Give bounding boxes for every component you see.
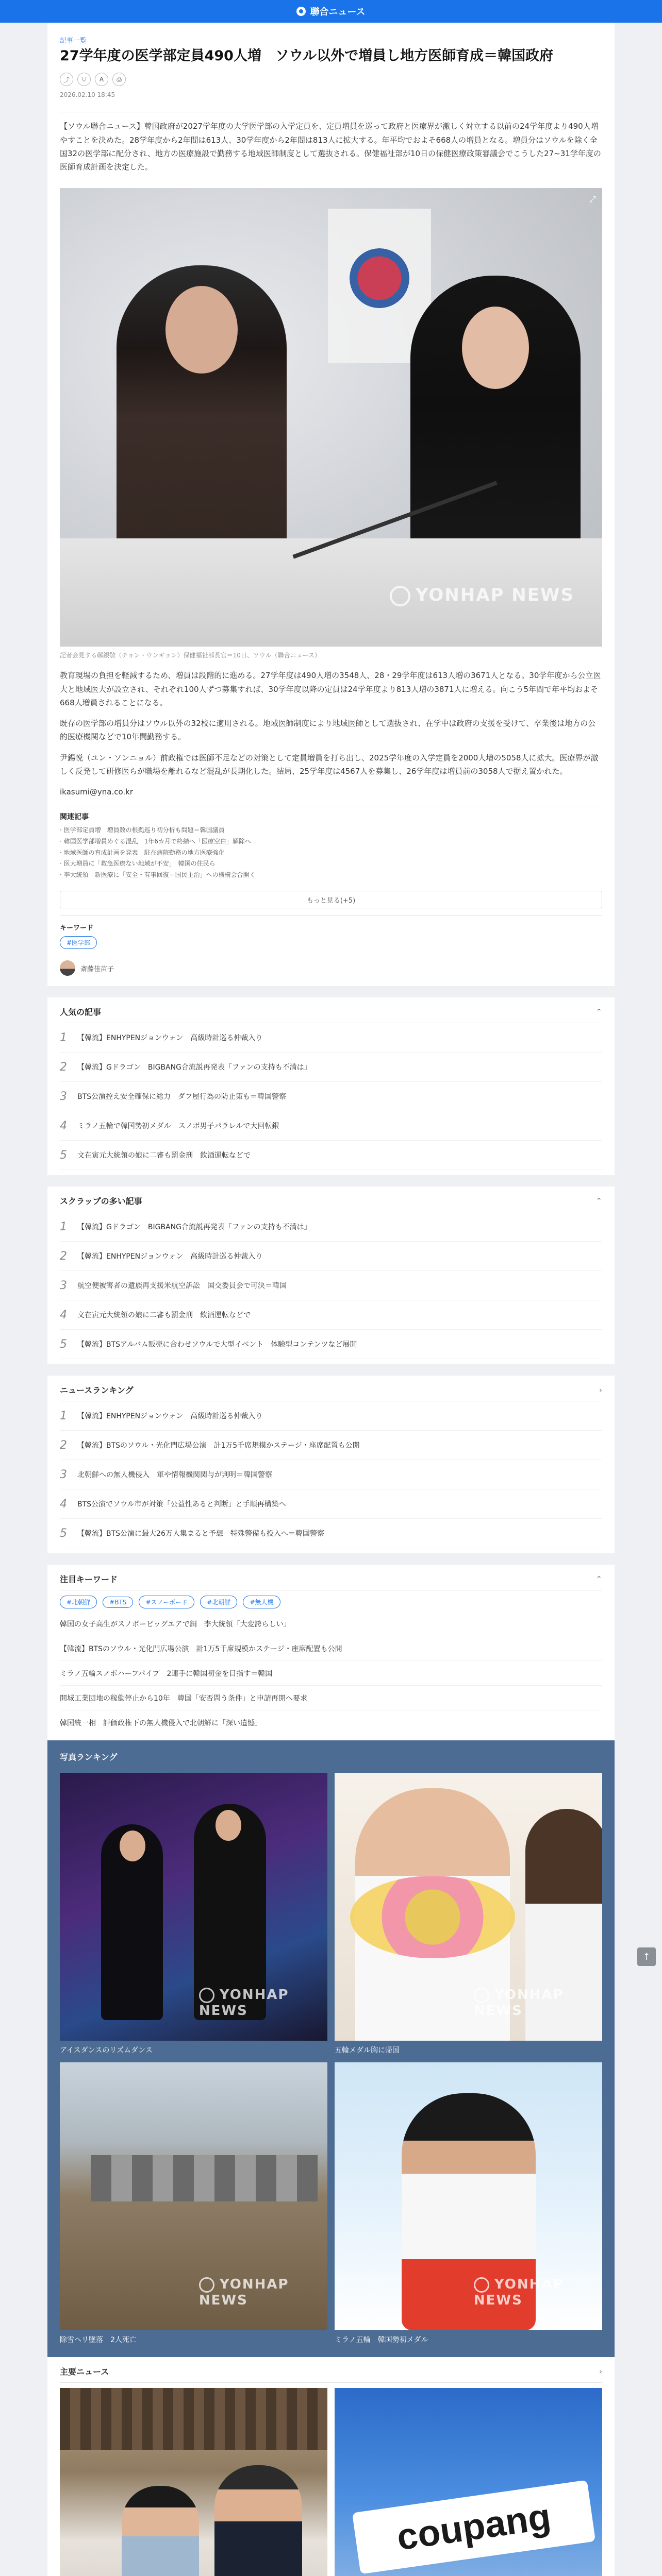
rank-row[interactable]: 2 【韓流】ENHYPENジョンウォン 高級時計巡る仲裁入り [60,1242,602,1271]
article-tools [60,73,602,86]
article-date: 2026.02.10 18:45 [60,91,115,99]
photo-thumbnail: YONHAP NEWS [335,1773,602,2041]
rank-row[interactable]: 2 【韓流】Gドラゴン BIGBANG合流説再発表「ファンの支持も不満は」 [60,1053,602,1082]
share-icon[interactable]: ⤴ [60,73,73,86]
rank-number: 1 [60,1031,67,1044]
photo-thumbnail: YONHAP NEWS [335,2062,602,2330]
rank-number: 3 [60,1468,67,1481]
rank-row[interactable]: 5 文在寅元大統領の娘に二審も罰金刑 飲酒運転などで [60,1141,602,1170]
hot-keywords-section [47,1565,615,1740]
rank-row[interactable]: 4 ミラノ五輪で韓国勢初メダル スノボ男子パラレルで大回転銀 [60,1111,602,1141]
divider [47,1553,615,1565]
chevron-up-icon[interactable]: ⌃ [595,1574,602,1584]
reporter-info[interactable] [60,960,602,986]
rank-number: 2 [60,1438,67,1452]
keyword-chip[interactable]: #BTS [103,1597,133,1608]
main-news-section [47,2357,615,2576]
rank-number: 2 [60,1249,67,1263]
section-title: ニュースランキング [60,1385,134,1396]
list-item[interactable]: ミラノ五輪スノボハーフパイプ 2連手に韓国初金を目指す＝韓国 [60,1661,602,1686]
scroll-top-button[interactable]: ↑ [637,1947,656,1966]
divider [47,986,615,997]
paragraph: 既存の医学部の増員分はソウル以外の32校に適用される。地域医師制度により地域医師として選抜され、在学中は政府の支援を受けて、卒業後は地方の公的医療機関などで10年間勤務する。 [60,719,596,742]
paragraph: 尹錫悦（ユン・ソンニョル）前政権では医師不足などの対策として定員増員を打ち出し、2025学年度の入学定員を2000人増の5058人に拡大。医療界が激しく反発して研修医らが職場を離れるなど混乱が長期化した。結局、25学年度は4567人を募集し、26学年度は増員前の3058人で据え置かれた。 [60,753,599,776]
rank-number: 1 [60,1409,67,1422]
photo-card[interactable] [60,1773,327,2055]
section-title: 注目キーワード [60,1574,118,1585]
more-button[interactable]: もっと見る(+5) [60,891,602,908]
rank-row[interactable]: 5 【韓流】BTSアルバム販売に合わせソウルで大型イベント 体験型コンテンツなど展開 [60,1330,602,1359]
popular-section [47,997,615,1175]
article-lede: 【ソウル聯合ニュース】韓国政府が2027学年度の大学医学部の入学定員を、定員増員を巡って政府と医療界が激しく対立する以前の24学年度より490人増やすことを決めた。28学年度から2年間は613人、30学年度から2年間は813人に拡大する。年平均でおよそ668人の増員となる。増員分はソウルを除く全国32の医学部に配分され、地方の医療施設で勤務する地域医師制度として選抜される。保健福祉部が10日の保健医療政策審議会でこうした27~31学年度の医師育成計画を決定した。 [60,112,602,181]
rank-number: 3 [60,1090,67,1103]
divider [47,1364,615,1376]
rank-number: 5 [60,1337,67,1351]
yonhap-logo-icon [296,7,306,16]
related-item[interactable]: · 医大増員に「救急医療ない地域が不安」 韓国の住民ら [60,858,602,870]
photo-thumbnail: YONHAP NEWS [60,1773,327,2041]
rank-number: 3 [60,1279,67,1292]
breadcrumb[interactable]: 記事一覧 [60,37,87,45]
rank-row[interactable]: 1 【韓流】Gドラゴン BIGBANG合流説再発表「ファンの支持も不満は」 [60,1212,602,1242]
main-container [47,23,615,2576]
rank-number: 1 [60,1220,67,1233]
keyword-chip[interactable]: #スノーボード [139,1596,194,1608]
photo-caption: 除雪ヘリ墜落 2人死亡 [60,2336,137,2345]
keyword-box [60,916,602,955]
section-title: スクラップの多い記事 [60,1196,142,1207]
reporter-name: 斎藤佳苗子 [80,965,114,973]
site-title[interactable]: 聯合ニュース [310,7,366,18]
section-title: 写真ランキング [60,1752,118,1762]
list-item[interactable]: 韓国の女子高生がスノボービッグエアで銅 李大統領「大変誇らしい」 [60,1612,602,1636]
reporter-email[interactable]: ikasumi@yna.co.kr [60,787,134,797]
rank-number: 2 [60,1060,67,1074]
keyword-chips [60,1590,602,1612]
site-header [0,0,662,23]
keyword-chip[interactable]: #医学部 [60,936,97,949]
photo-card[interactable] [335,2062,602,2345]
rank-row[interactable]: 3 BTS公演控え安全確保に総力 ダフ屋行為の防止策も＝韓国警察 [60,1082,602,1111]
rank-number: 5 [60,1527,67,1540]
list-item[interactable]: 【韓流】BTSのソウル・光化門広場公演 計1万5千席規模かステージ・座席配置も公開 [60,1636,602,1661]
news-card[interactable] [335,2388,602,2576]
related-title: 関連記事 [60,813,89,822]
news-thumbnail [60,2388,327,2576]
rank-row[interactable]: 3 北朝鮮への無人機侵入 軍や情報機関関与が判明＝韓国警察 [60,1460,602,1489]
section-title: 主要ニュース [60,2367,109,2377]
font-size-icon[interactable]: A [95,73,108,86]
related-item[interactable]: · 李大統領 新医療に「安全・有事回復＝国民主治」への機構会合開く [60,870,602,881]
news-thumbnail [335,2388,602,2576]
avatar [60,960,75,976]
related-articles [60,806,602,886]
print-icon[interactable]: ⎙ [112,73,126,86]
rank-row[interactable]: 5 【韓流】BTS公演に最大26万人集まると予想 特殊警備も投入へ＝韓国警察 [60,1519,602,1548]
article-header [47,23,615,105]
rank-row[interactable]: 1 【韓流】ENHYPENジョンウォン 高級時計巡る仲裁入り [60,1401,602,1431]
photo-card[interactable] [335,1773,602,2055]
chevron-up-icon[interactable]: ⌃ [595,1196,602,1206]
related-item[interactable]: · 医学部定員増 増員数の根拠巡り初分析も問題＝韓国議員 [60,825,602,836]
related-item[interactable]: · 韓国医学部増員めぐる混乱 1年6カ月で終結へ「医療空白」解除へ [60,836,602,848]
expand-icon[interactable]: ⤢ [589,194,596,205]
photo-caption: アイスダンスのリズムダンス [60,2046,153,2055]
related-item[interactable]: · 地域医師の育成計画を発表 駐在病院勤務の地方医療強化 [60,848,602,859]
article-body [60,669,602,799]
photo-caption: 五輪メダル胸に帰国 [335,2046,400,2055]
paragraph: 教育現場の負担を軽減するため、増員は段階的に進める。27学年度は490人増の3548人、28・29学年度は613人増の3671人となる。30学年度から公立医大と地域医大が設立され、それぞれ100人ずつ募集すれば、30学年度以降の定員は24学年度より813人増の3871人に増える。向こう5年間で年平均およそ668人増員されることになる。 [60,671,601,707]
rank-row[interactable]: 1 【韓流】ENHYPENジョンウォン 高級時計巡る仲裁入り [60,1023,602,1053]
list-item[interactable]: 韓国統一相 評価政権下の無人機侵入で北朝鮮に「深い遺憾」 [60,1710,602,1735]
rank-number: 4 [60,1119,67,1132]
photo-ranking-section [47,1740,615,2357]
news-ranking-section [47,1376,615,1553]
chevron-right-icon[interactable]: › [599,2366,602,2376]
chevron-right-icon[interactable]: › [599,1385,602,1395]
photo-caption: ミラノ五輪 韓国勢初メダル [335,2336,428,2345]
rank-number: 4 [60,1497,67,1511]
bookmark-icon[interactable]: ⛉ [77,73,91,86]
chevron-up-icon[interactable]: ⌃ [595,1007,602,1016]
rank-row[interactable]: 4 文在寅元大統領の娘に二審も罰金刑 飲酒運転などで [60,1300,602,1330]
rank-number: 5 [60,1148,67,1162]
scrap-section [47,1187,615,1364]
rank-row[interactable]: 4 BTS公演でソウル市が対策「公益性あると判断」と手順再構築へ [60,1489,602,1519]
keyword-chip[interactable]: #無人機 [243,1596,280,1608]
list-item[interactable]: 開城工業団地の稼働停止から10年 韓国「安否問う条件」と申請再開へ要求 [60,1686,602,1710]
photo-card[interactable] [60,2062,327,2345]
photo-caption: 記者会見する鄭銀敬（チョン・ウンギョン）保健福祉部長官＝10日、ソウル（聯合ニュース） [60,652,321,659]
keyword-title: キーワード [60,924,94,933]
photo-thumbnail: YONHAP NEWS [60,2062,327,2330]
divider [47,1175,615,1187]
rank-row[interactable]: 2 【韓流】BTSのソウル・光化門広場公演 計1万5千席規模かステージ・座席配置も公開 [60,1431,602,1460]
keyword-chip[interactable]: #北朝鮮 [60,1596,97,1608]
rank-row[interactable]: 3 航空便被害者の遺族再支援米航空訴訟 国交委員会で可決＝韓国 [60,1271,602,1300]
news-card[interactable] [60,2388,327,2576]
article-headline: 27学年度の医学部定員490人増 ソウル以外で増員し地方医師育成＝韓国政府 [60,48,554,64]
rank-number: 4 [60,1308,67,1321]
article-photo[interactable] [60,188,602,647]
section-title: 人気の記事 [60,1007,102,1018]
keyword-chip[interactable]: #北朝鮮 [200,1596,237,1608]
keyword-article-list [60,1612,602,1735]
coupang-logo: coupang [352,2480,595,2574]
photo-watermark: YONHAP NEWS [390,585,574,606]
